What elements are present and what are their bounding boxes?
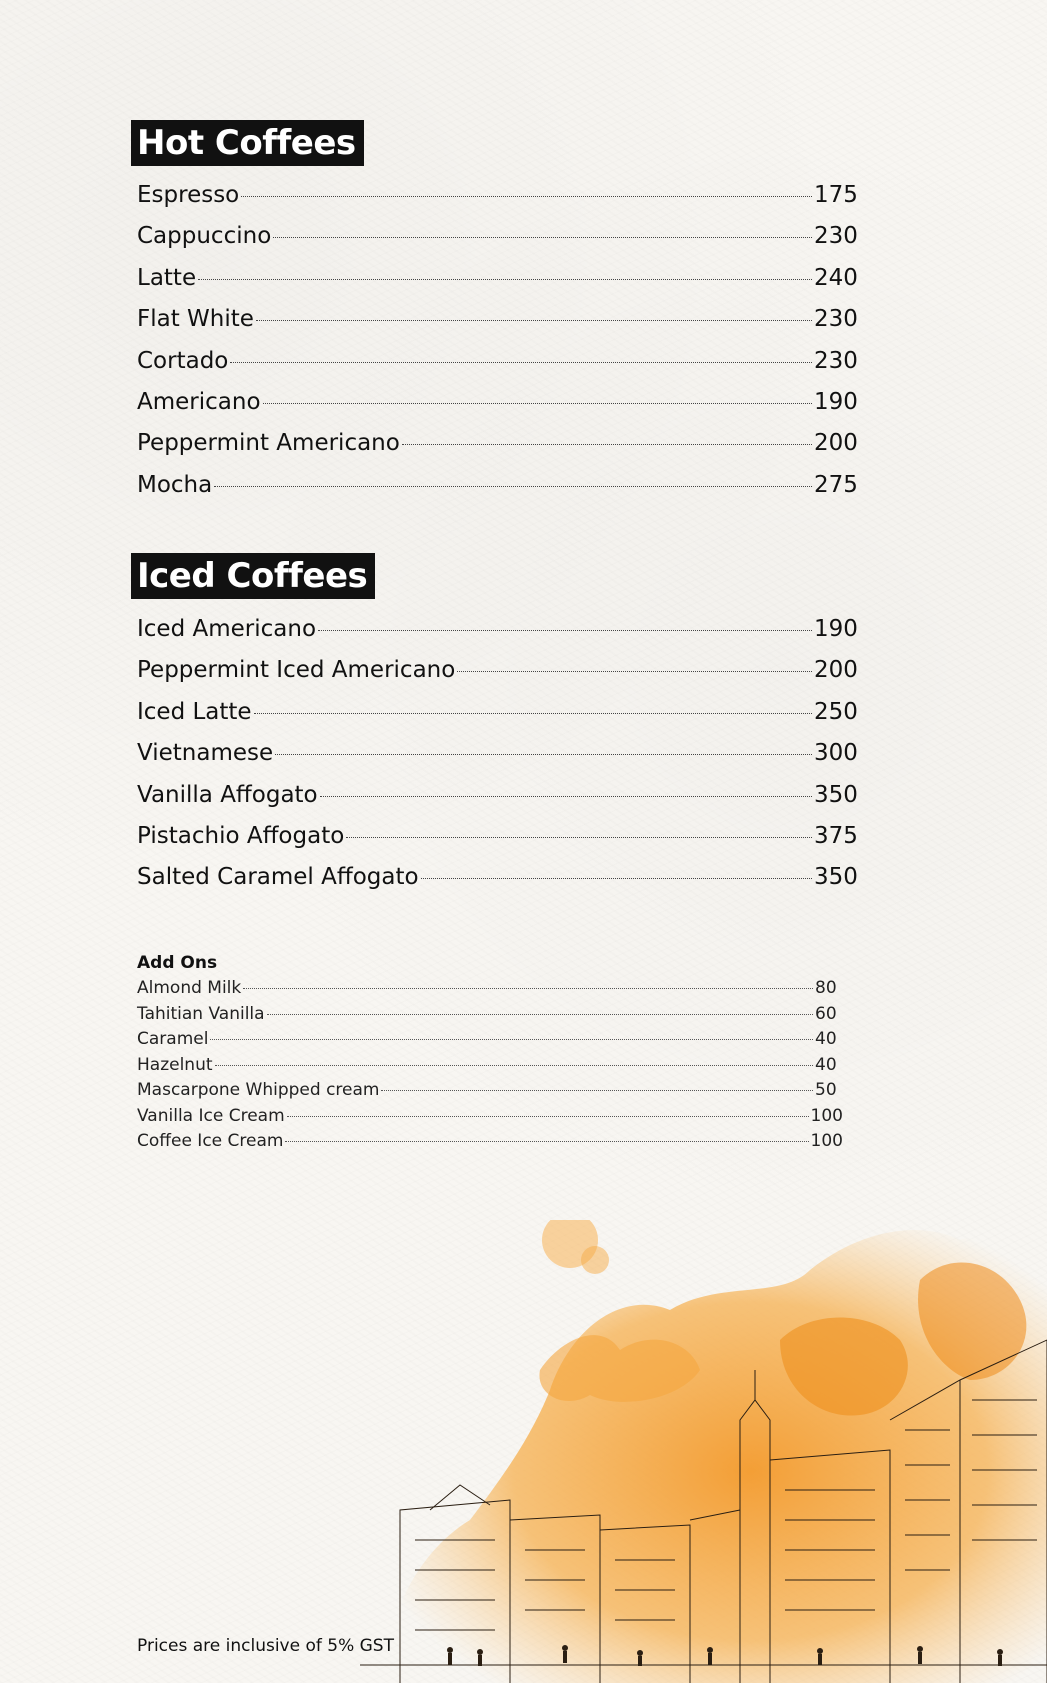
item-price: 175 xyxy=(814,182,858,208)
add-on-price: 60 xyxy=(815,1003,837,1024)
gst-footnote: Prices are inclusive of 5% GST xyxy=(137,1636,394,1656)
item-name: Latte xyxy=(137,264,197,291)
dot-leader xyxy=(457,671,812,672)
add-on-name: Almond Milk xyxy=(137,978,242,998)
item-name: Mocha xyxy=(137,471,213,498)
item-name: Flat White xyxy=(137,306,254,333)
menu-item xyxy=(137,775,858,816)
add-on-item xyxy=(137,1027,843,1053)
dot-leader xyxy=(346,837,812,838)
iced-coffees-heading: Iced Coffees xyxy=(131,553,375,599)
dot-leader xyxy=(210,1039,813,1040)
item-price: 190 xyxy=(814,616,858,642)
dot-leader xyxy=(215,1065,813,1066)
dot-leader xyxy=(275,754,812,755)
menu-item xyxy=(137,816,858,857)
dot-leader xyxy=(263,403,812,404)
add-on-price: 40 xyxy=(815,1054,837,1075)
dot-leader xyxy=(214,486,812,487)
dot-leader xyxy=(254,713,812,714)
hot-coffees-heading: Hot Coffees xyxy=(131,120,364,166)
menu-item xyxy=(137,423,858,464)
add-on-item xyxy=(137,1078,843,1104)
add-on-price: 100 xyxy=(810,1105,843,1126)
item-name: Vanilla Affogato xyxy=(137,781,318,808)
item-price: 350 xyxy=(814,781,858,808)
menu-item xyxy=(137,609,858,650)
add-on-price: 40 xyxy=(815,1029,837,1049)
item-price: 275 xyxy=(814,471,858,498)
item-name: Peppermint Iced Americano xyxy=(137,657,456,684)
dot-leader xyxy=(267,1014,813,1015)
dot-leader xyxy=(243,988,813,989)
add-on-name: Coffee Ice Cream xyxy=(137,1131,284,1151)
item-price: 240 xyxy=(814,264,858,291)
add-on-item xyxy=(137,976,843,1002)
item-name: Cortado xyxy=(137,347,229,374)
add-ons-section xyxy=(137,950,843,1155)
item-name: Cappuccino xyxy=(137,223,272,250)
dot-leader xyxy=(421,878,812,879)
menu-item xyxy=(137,299,858,340)
dot-leader xyxy=(198,279,812,280)
dot-leader xyxy=(318,630,812,631)
dot-leader xyxy=(381,1090,813,1091)
menu-item xyxy=(137,341,858,382)
dot-leader xyxy=(230,362,812,363)
item-price: 350 xyxy=(814,864,858,891)
menu-item xyxy=(137,733,858,774)
dot-leader xyxy=(256,320,812,321)
add-ons-title: Add Ons xyxy=(137,953,218,973)
menu-item xyxy=(137,465,858,506)
dot-leader xyxy=(241,196,812,197)
menu-item xyxy=(137,175,858,216)
add-on-item xyxy=(137,1053,843,1079)
add-on-item xyxy=(137,1129,843,1155)
add-on-name: Caramel xyxy=(137,1029,209,1049)
item-price: 230 xyxy=(814,306,858,333)
add-on-name: Hazelnut xyxy=(137,1054,213,1075)
iced-coffees-list xyxy=(137,609,858,899)
item-name: Peppermint Americano xyxy=(137,430,400,457)
add-on-item xyxy=(137,1002,843,1028)
item-name: Iced Americano xyxy=(137,616,317,642)
item-name: Pistachio Affogato xyxy=(137,822,345,849)
dot-leader xyxy=(273,237,812,238)
dot-leader xyxy=(320,796,812,797)
hot-coffees-list xyxy=(137,175,858,506)
menu-item xyxy=(137,692,858,733)
dot-leader xyxy=(402,444,812,445)
item-price: 250 xyxy=(814,698,858,725)
item-name: Vietnamese xyxy=(137,740,274,767)
item-name: Espresso xyxy=(137,182,240,208)
item-price: 375 xyxy=(814,822,858,849)
menu-item xyxy=(137,216,858,257)
menu-item xyxy=(137,258,858,299)
dot-leader xyxy=(285,1141,808,1142)
item-price: 190 xyxy=(814,388,858,415)
add-on-name: Tahitian Vanilla xyxy=(137,1003,265,1024)
item-price: 230 xyxy=(814,347,858,374)
item-price: 230 xyxy=(814,223,858,250)
item-name: Iced Latte xyxy=(137,698,252,725)
add-on-item xyxy=(137,1104,843,1130)
add-on-price: 100 xyxy=(810,1131,843,1151)
add-on-name: Mascarpone Whipped cream xyxy=(137,1080,380,1100)
item-price: 200 xyxy=(814,657,858,684)
item-name: Americano xyxy=(137,388,261,415)
menu-item xyxy=(137,650,858,691)
item-name: Salted Caramel Affogato xyxy=(137,864,419,891)
add-on-price: 80 xyxy=(815,978,837,998)
menu-item xyxy=(137,857,858,898)
menu-item xyxy=(137,382,858,423)
watercolor-splash xyxy=(388,1220,1047,1683)
item-price: 300 xyxy=(814,740,858,767)
add-on-name: Vanilla Ice Cream xyxy=(137,1105,285,1126)
dot-leader xyxy=(287,1116,809,1117)
item-price: 200 xyxy=(814,430,858,457)
city-sketch-illustration xyxy=(360,1220,1047,1683)
add-on-price: 50 xyxy=(815,1080,837,1100)
